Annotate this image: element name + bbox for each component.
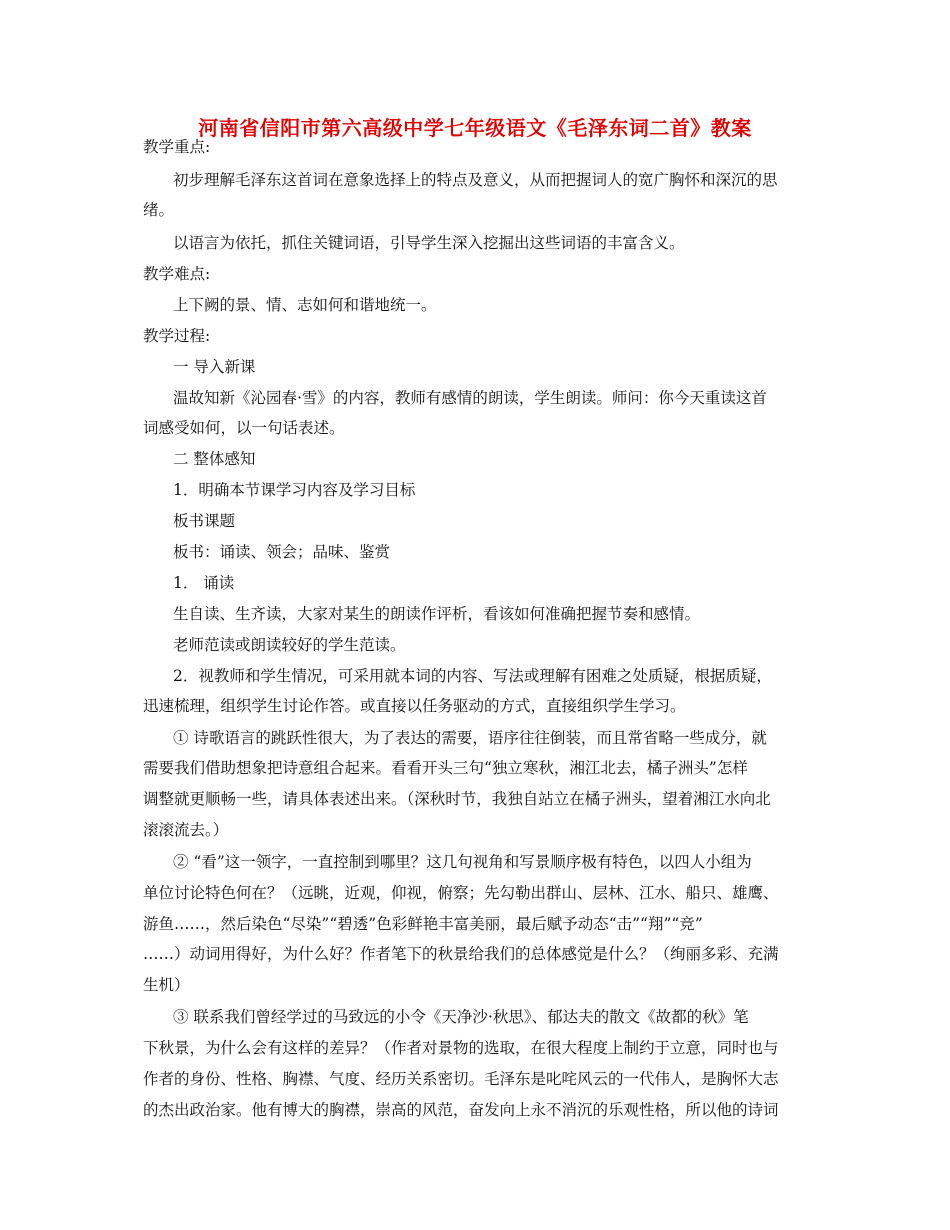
paragraph-line: 板书课题: [173, 512, 236, 530]
document-title: 河南省信阳市第六高级中学七年级语文《毛泽东词二首》教案: [198, 116, 752, 140]
paragraph-line: 词感受如何，以一句话表述。: [143, 419, 345, 437]
paragraph-line: 生自读、生齐读，大家对某生的朗读作评析，看该如何准确把握节奏和感情。: [173, 605, 701, 623]
paragraph-line: 绪。: [143, 201, 175, 219]
paragraph-line: ……）动词用得好，为什么好？作者笔下的秋景给我们的总体感觉是什么？（绚丽多彩、充满: [143, 945, 779, 963]
paragraph-line: ② “看”这一领字，一直控制到哪里？这几句视角和写景顺序极有特色，以四人小组为: [173, 853, 752, 871]
paragraph-line: 2．视教师和学生情况，可采用就本词的内容、写法或理解有困难之处质疑，根据质疑，: [173, 667, 772, 685]
paragraph-line: 需要我们借助想象把诗意组合起来。看看开头三句“独立寒秋，湘江北去，橘子洲头”怎样: [143, 759, 748, 777]
heading-difficult-points: 教学难点:: [143, 265, 211, 283]
paragraph-line: 迅速梳理，组织学生讨论作答。或直接以任务驱动的方式，直接组织学生学习。: [143, 697, 686, 715]
paragraph-line: 的杰出政治家。他有博大的胸襟，崇高的风范，奋发向上永不消沉的乐观性格，所以他的诗词: [143, 1101, 779, 1119]
paragraph-line: 初步理解毛泽东这首词在意象选择上的特点及意义，从而把握词人的宽广胸怀和深沉的思: [173, 171, 778, 189]
section-heading: 一 导入新课: [173, 358, 256, 376]
paragraph-line: 板书：诵读、领会；品味、鉴赏: [173, 543, 391, 561]
section-heading: 二 整体感知: [173, 450, 256, 468]
paragraph-line: 下秋景，为什么会有这样的差异？（作者对景物的选取，在很大程度上制约于立意，同时也与: [143, 1039, 779, 1057]
paragraph-line: ① 诗歌语言的跳跃性很大，为了表达的需要，语序往往倒装，而且常省略一些成分，就: [173, 729, 767, 747]
paragraph-line: 老师范读或朗读较好的学生范读。: [173, 636, 406, 654]
heading-key-points: 教学重点:: [143, 138, 211, 156]
paragraph-line: 单位讨论特色何在？（远眺，近观，仰视，俯察；先勾勒出群山、层林、江水、船只、雄鹰、: [143, 884, 779, 902]
paragraph-line: 生机）: [143, 976, 190, 994]
paragraph-line: ③ 联系我们曾经学过的马致远的小令《天净沙·秋思》、郁达夫的散文《故都的秋》笔: [173, 1008, 749, 1026]
paragraph-line: 调整就更顺畅一些，请具体表述出来。（深秋时节，我独自站立在橘子洲头，望着湘江水向北: [143, 790, 771, 808]
paragraph-line: 以语言为依托，抓住关键词语，引导学生深入挖掘出这些词语的丰富含义。: [173, 234, 685, 252]
paragraph-line: 1． 诵读: [173, 574, 235, 592]
paragraph-line: 1．明确本节课学习内容及学习目标: [173, 481, 416, 499]
paragraph-line: 上下阙的景、情、志如何和谐地统一。: [173, 296, 437, 314]
paragraph-line: 游鱼……，然后染色“尽染”“碧透”色彩鲜艳丰富美丽，最后赋予动态“击”“翔”“竞”: [143, 915, 703, 933]
paragraph-line: 作者的身份、性格、胸襟、气度、经历关系密切。毛泽东是叱咤风云的一代伟人，是胸怀大志: [143, 1070, 779, 1088]
paragraph-line: 滚滚流去。）: [143, 821, 229, 839]
paragraph-line: 温故知新《沁园春·雪》的内容，教师有感情的朗读，学生朗读。师问：你今天重读这首: [173, 389, 767, 407]
heading-teaching-process: 教学过程:: [143, 327, 211, 345]
